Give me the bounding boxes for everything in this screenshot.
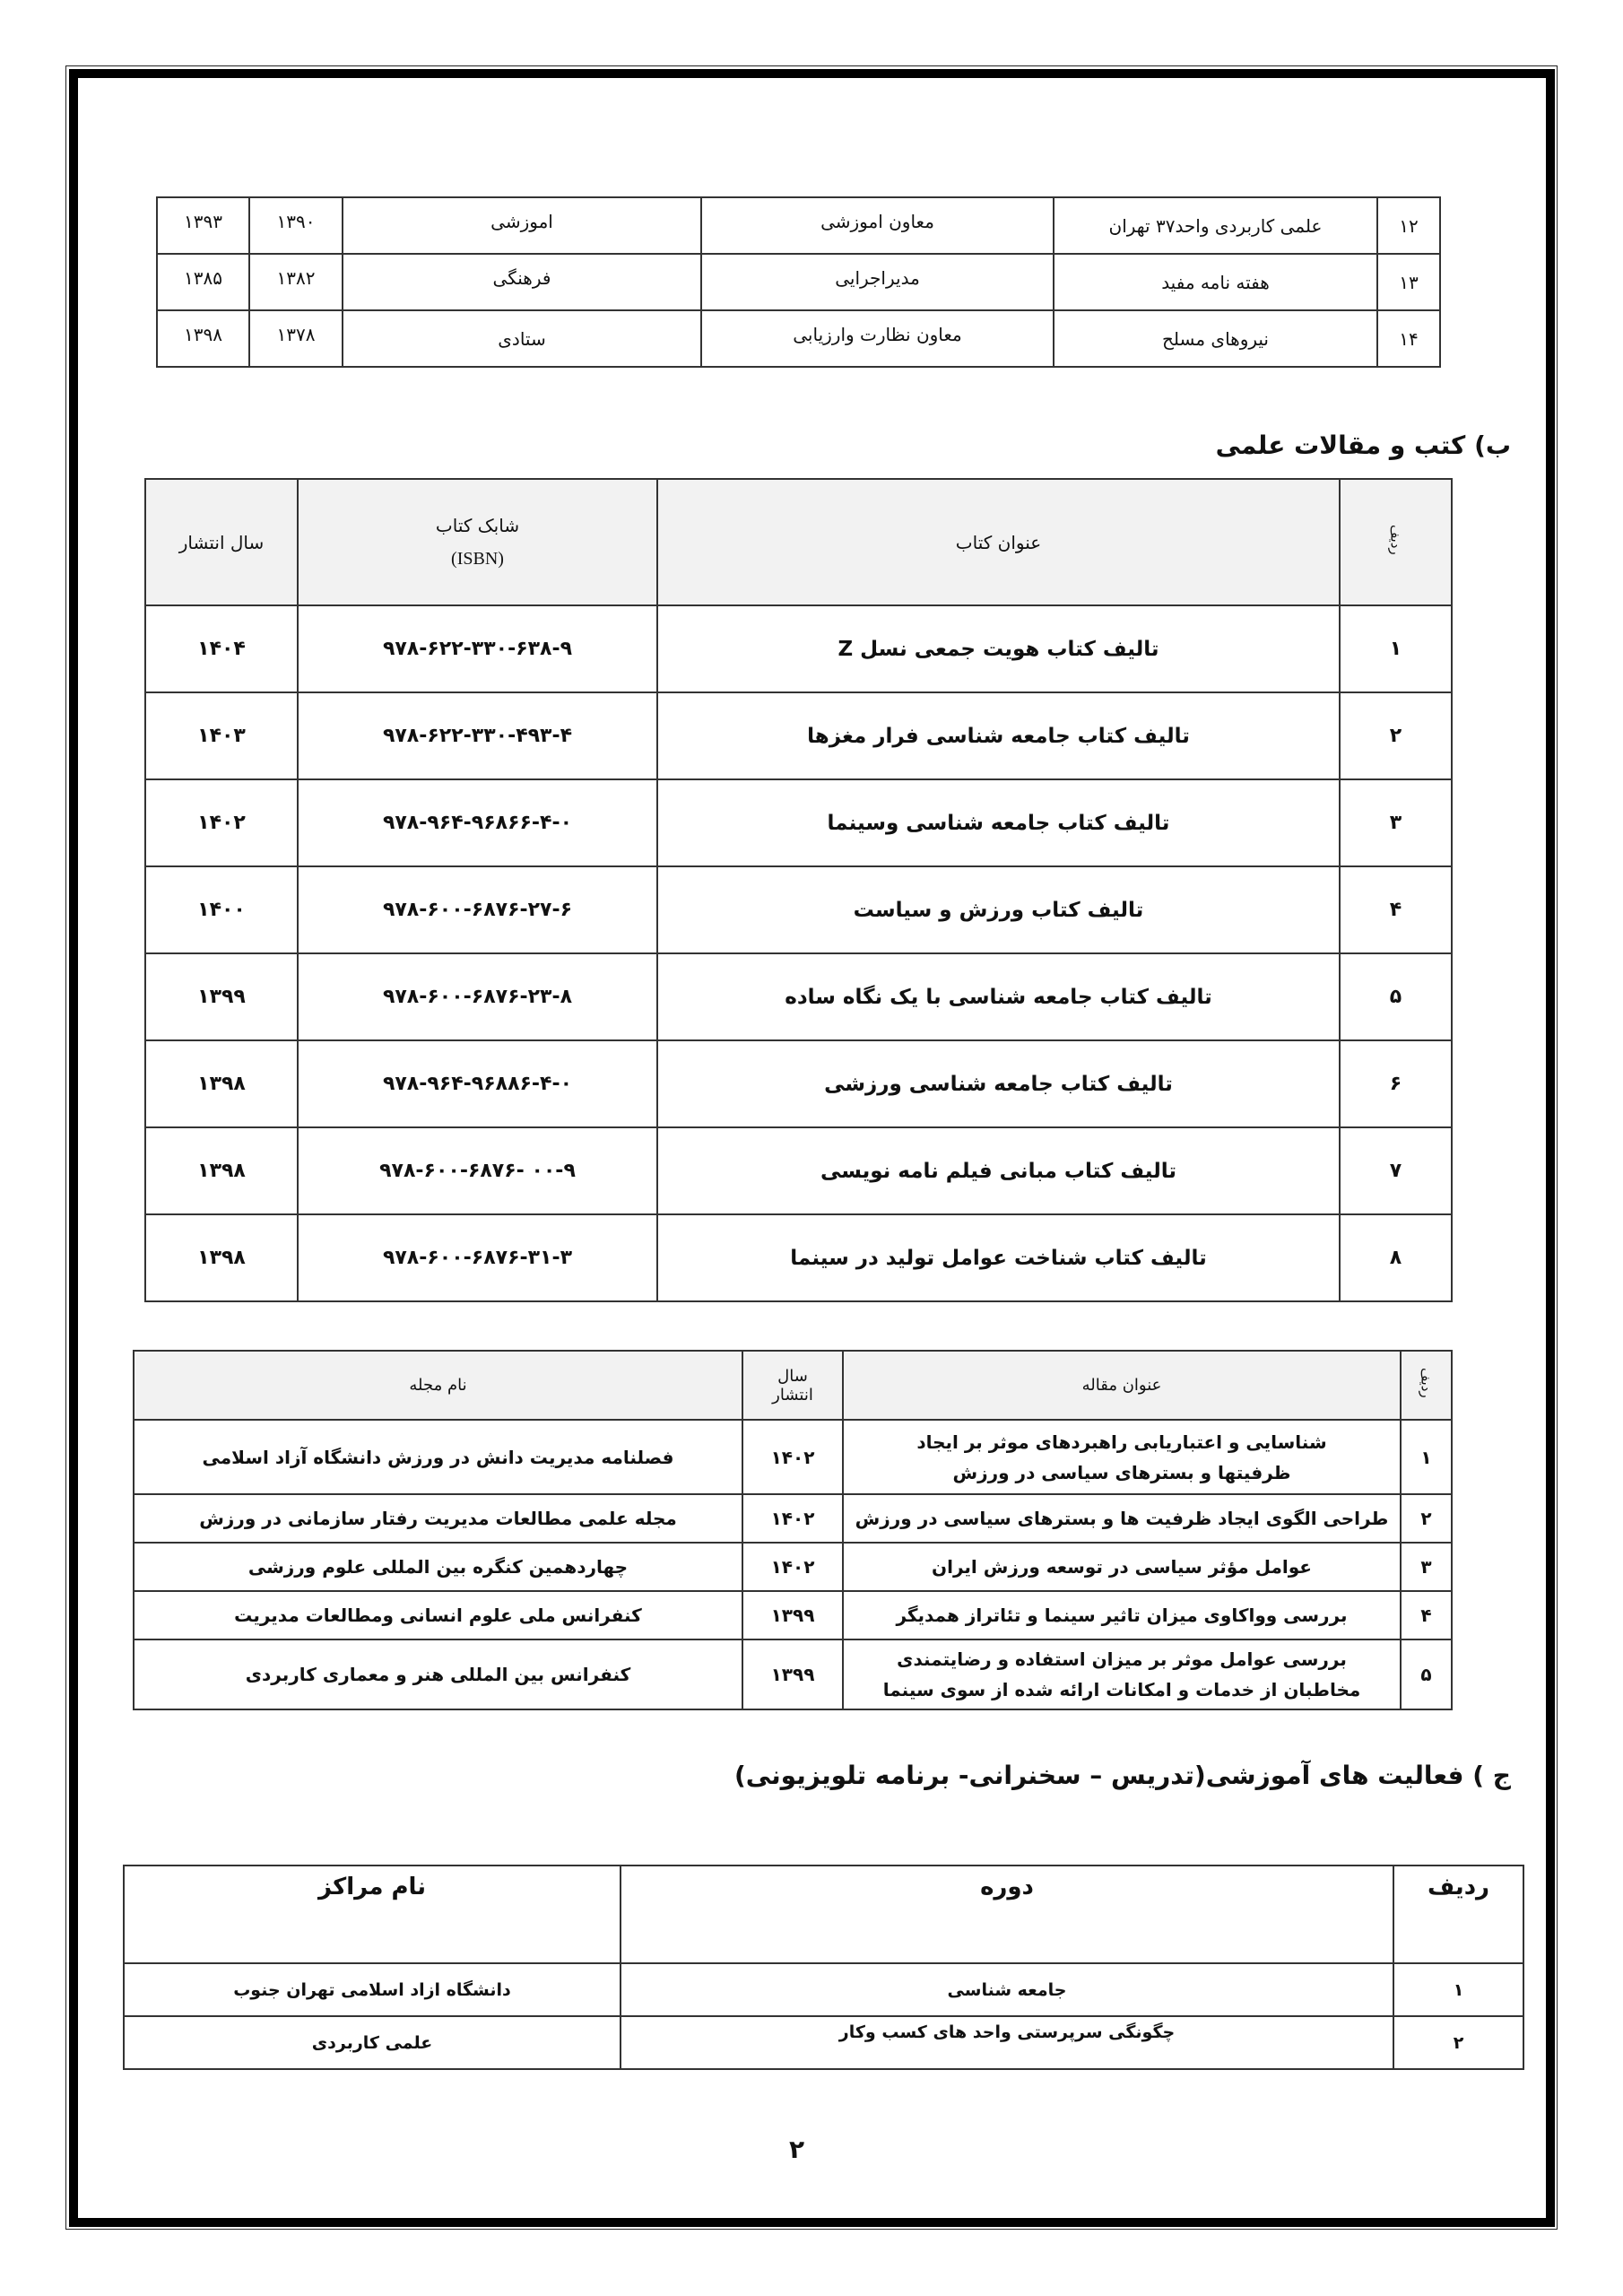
row-index: ۳	[1401, 1543, 1452, 1591]
book-title: تالیف کتاب جامعه شناسی وسینما	[657, 779, 1340, 866]
activity-type: اموزشی	[343, 197, 701, 254]
table-row	[145, 779, 1452, 866]
course-name: چگونگی سرپرستی واحد های کسب وکار	[621, 2016, 1393, 2069]
book-year: ۱۴۰۰	[145, 866, 298, 953]
book-year: ۱۳۹۸	[145, 1214, 298, 1301]
organization: هفته نامه مفید	[1054, 254, 1377, 310]
table-row	[145, 605, 1452, 692]
book-title: تالیف کتاب مبانی فیلم نامه نویسی	[657, 1127, 1340, 1214]
row-index: ۲	[1340, 692, 1452, 779]
center-name: علمی کاربردی	[124, 2016, 621, 2069]
articles-table	[133, 1350, 1453, 1710]
table-row	[124, 1963, 1523, 2016]
book-isbn: ۹۷۸-۶۰۰-۶۸۷۶-۲۳-۸	[298, 953, 657, 1040]
book-isbn: ۹۷۸-۶۰۰-۶۸۷۶-۳۱-۳	[298, 1214, 657, 1301]
row-index: ۱	[1401, 1420, 1452, 1494]
table-row	[145, 1127, 1452, 1214]
book-title: تالیف کتاب ورزش و سیاست	[657, 866, 1340, 953]
book-isbn: ۹۷۸-۹۶۴-۹۶۸۸۶-۴-۰	[298, 1040, 657, 1127]
row-index: ۱	[1393, 1963, 1523, 2016]
header-year: سال انتشار	[145, 479, 298, 605]
book-title: تالیف کتاب شناخت عوامل تولید در سینما	[657, 1214, 1340, 1301]
article-title: عوامل مؤثر سیاسی در توسعه ورزش ایران	[843, 1543, 1401, 1591]
header-index: ردیف	[1401, 1351, 1452, 1420]
book-year: ۱۳۹۸	[145, 1127, 298, 1214]
book-year: ۱۴۰۲	[145, 779, 298, 866]
journal-name: مجله علمی مطالعات مدیریت رفتار سازمانی در ورزش	[134, 1494, 742, 1543]
row-index: ۱۲	[1377, 197, 1440, 254]
experience-table	[156, 196, 1441, 368]
row-index: ۸	[1340, 1214, 1452, 1301]
article-title: شناسایی و اعتباریابی راهبردهای موثر بر ایجاد ظرفیتها و بسترهای سیاسی در ورزش	[843, 1420, 1401, 1494]
table-row	[145, 866, 1452, 953]
book-title: تالیف کتاب جامعه شناسی با یک نگاه ساده	[657, 953, 1340, 1040]
journal-name: فصلنامه مدیریت دانش در ورزش دانشگاه آزاد اسلامی	[134, 1420, 742, 1494]
header-index: ردیف	[1340, 479, 1452, 605]
header-title: عنوان کتاب	[657, 479, 1340, 605]
table-header-row	[145, 479, 1452, 605]
header-title: عنوان مقاله	[843, 1351, 1401, 1420]
book-year: ۱۳۹۹	[145, 953, 298, 1040]
table-row	[134, 1543, 1452, 1591]
header-isbn	[298, 479, 657, 605]
isbn-sublabel: (ISBN)	[451, 549, 504, 569]
header-journal: نام مجله	[134, 1351, 742, 1420]
to-year: ۱۳۹۳	[157, 197, 249, 254]
row-index: ۵	[1340, 953, 1452, 1040]
organization: علمی کاربردی واحد۳۷ تهران	[1054, 197, 1377, 254]
book-title: تالیف کتاب هویت جمعی نسل Z	[657, 605, 1340, 692]
book-isbn: ۹۷۸-۶۲۲-۳۳۰-۶۳۸-۹	[298, 605, 657, 692]
table-row	[124, 2016, 1523, 2069]
table-row	[134, 1591, 1452, 1639]
row-index: ۱	[1340, 605, 1452, 692]
position: مدیراجرایی	[701, 254, 1054, 310]
book-isbn: ۹۷۸-۶۰۰-۶۸۷۶-۲۷-۶	[298, 866, 657, 953]
center-name: دانشگاه ازاد اسلامی تهران جنوب	[124, 1963, 621, 2016]
header-index: ردیف	[1393, 1866, 1523, 1963]
from-year: ۱۳۷۸	[249, 310, 343, 367]
page-number: ۲	[789, 2135, 805, 2164]
table-row	[134, 1494, 1452, 1543]
table-row	[145, 1214, 1452, 1301]
article-year: ۱۳۹۹	[742, 1591, 843, 1639]
year-label-line2: انتشار	[772, 1385, 813, 1405]
table-row	[145, 692, 1452, 779]
header-course: دوره	[621, 1866, 1393, 1963]
from-year: ۱۳۸۲	[249, 254, 343, 310]
activities-table	[123, 1865, 1524, 2070]
table-row	[145, 953, 1452, 1040]
table-row	[157, 197, 1440, 254]
table-row	[134, 1639, 1452, 1709]
book-isbn: ۹۷۸-۶۲۲-۳۳۰-۴۹۳-۴	[298, 692, 657, 779]
to-year: ۱۳۸۵	[157, 254, 249, 310]
course-name: جامعه شناسی	[621, 1963, 1393, 2016]
books-table	[144, 478, 1453, 1302]
article-title: بررسی وواکاوی میزان تاثیر سینما و تئاتراز همدیگر	[843, 1591, 1401, 1639]
header-center: نام مراکز	[124, 1866, 621, 1963]
position: معاون نظارت وارزیابی	[701, 310, 1054, 367]
book-year: ۱۴۰۳	[145, 692, 298, 779]
article-year: ۱۴۰۲	[742, 1543, 843, 1591]
section-b-heading: ب) کتب و مقالات علمی	[1215, 430, 1511, 460]
journal-name: کنفرانس بین المللی هنر و معماری کاربردی	[134, 1639, 742, 1709]
row-index: ۳	[1340, 779, 1452, 866]
row-index: ۴	[1340, 866, 1452, 953]
article-year: ۱۴۰۲	[742, 1420, 843, 1494]
position: معاون اموزشی	[701, 197, 1054, 254]
table-header-row	[124, 1866, 1523, 1963]
row-index: ۲	[1401, 1494, 1452, 1543]
book-year: ۱۳۹۸	[145, 1040, 298, 1127]
row-index: ۴	[1401, 1591, 1452, 1639]
header-year	[742, 1351, 843, 1420]
isbn-label: شابک کتاب	[435, 515, 520, 536]
organization: نیروهای مسلح	[1054, 310, 1377, 367]
journal-name: چهاردهمین کنگره بین المللی علوم ورزشی	[134, 1543, 742, 1591]
section-j-heading: ج ) فعالیت های آموزشی(تدریس – سخنرانی- برنامه تلویزیونی)	[734, 1761, 1511, 1790]
article-title: بررسی عوامل موثر بر میزان استفاده و رضایتمندی مخاطبان از خدمات و امکانات ارائه شده از سوی سینما	[843, 1639, 1401, 1709]
table-header-row	[134, 1351, 1452, 1420]
journal-name: کنفرانس ملی علوم انسانی ومطالعات مدیریت	[134, 1591, 742, 1639]
from-year: ۱۳۹۰	[249, 197, 343, 254]
book-title: تالیف کتاب جامعه شناسی ورزشی	[657, 1040, 1340, 1127]
row-index: ۱۴	[1377, 310, 1440, 367]
table-row	[157, 254, 1440, 310]
article-year: ۱۳۹۹	[742, 1639, 843, 1709]
book-title: تالیف کتاب جامعه شناسی فرار مغزها	[657, 692, 1340, 779]
activity-type: فرهنگی	[343, 254, 701, 310]
row-index: ۵	[1401, 1639, 1452, 1709]
article-year: ۱۴۰۲	[742, 1494, 843, 1543]
year-label-line1: سال	[777, 1366, 808, 1386]
book-year: ۱۴۰۴	[145, 605, 298, 692]
row-index: ۱۳	[1377, 254, 1440, 310]
to-year: ۱۳۹۸	[157, 310, 249, 367]
activity-type: ستادی	[343, 310, 701, 367]
book-isbn: ۹۷۸-۹۶۴-۹۶۸۶۶-۴-۰	[298, 779, 657, 866]
article-title: طراحی الگوی ایجاد ظرفیت ها و بسترهای سیاسی در ورزش	[843, 1494, 1401, 1543]
row-index: ۲	[1393, 2016, 1523, 2069]
table-row	[134, 1420, 1452, 1494]
book-isbn: ۹۷۸-۶۰۰-۶۸۷۶- ۰۰-۹	[298, 1127, 657, 1214]
row-index: ۷	[1340, 1127, 1452, 1214]
table-row	[145, 1040, 1452, 1127]
row-index: ۶	[1340, 1040, 1452, 1127]
table-row	[157, 310, 1440, 367]
